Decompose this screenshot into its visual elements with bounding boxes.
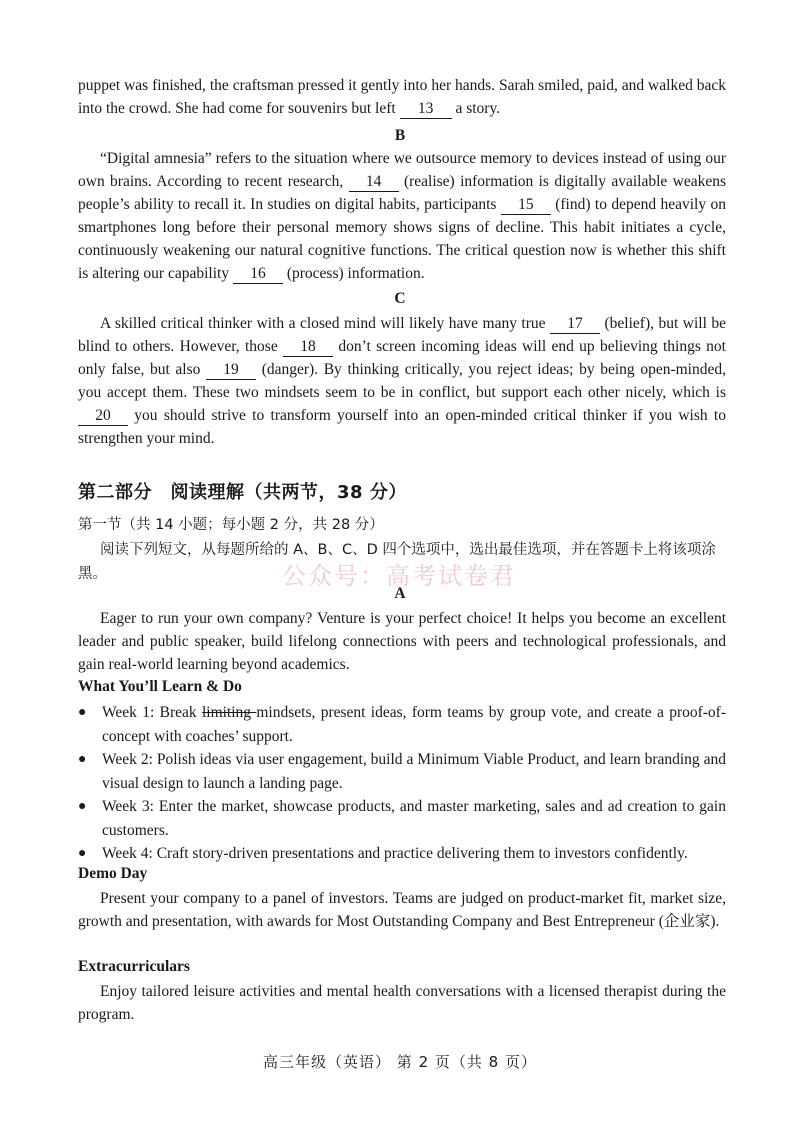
passage-text: (process) information. <box>282 265 425 282</box>
bullet-icon: ● <box>78 752 87 767</box>
struck-text: limiting <box>201 704 257 721</box>
passage-b-label: B <box>394 127 406 144</box>
passage-c <box>78 312 726 450</box>
passage-a-ending <box>78 74 726 120</box>
passage-text: (realise) information is digitally available weakens people’s ability to recall it. In studies on digital habits, participants <box>78 173 726 213</box>
reading-a-intro: Eager to run your own company? Venture is your perfect choice! It helps you become an excellent leader and public speaker, build lifelong connections with peers and technological professionals, and gain real-world learning beyond academics. <box>78 610 726 673</box>
blank-14: 14 <box>349 173 399 192</box>
list-item <box>78 748 726 795</box>
passage-text: puppet was finished, the craftsman pressed it gently into her hands. Sarah smiled, paid, and walked back into the crowd. She had come for souvenirs but left <box>78 77 726 117</box>
demo-day-text: Present your company to a panel of investors. Teams are judged on product-market fit, market size, growth and presentation, with awards for Most Outstanding Company and Best Entrepreneur (企业家). <box>78 890 726 930</box>
reading-a-label: A <box>394 585 406 602</box>
passage-text: “Digital amnesia” refers to the situation where we outsource memory to devices instead of using our own brains. According to recent research, <box>78 150 726 190</box>
passage-text: (find) to depend heavily on smartphones long before their personal memory shows signs of decline. This habit initiates a cycle, continuously weakening our natural cognitive functions. The critical question now is whether this shift is altering our capability <box>78 196 726 282</box>
bullet-icon: ● <box>78 705 87 720</box>
bullet-icon: ● <box>78 799 87 814</box>
blank-16: 16 <box>233 265 283 284</box>
passage-text: you should strive to transform yourself into an open-minded critical thinker if you wish to strengthen your mind. <box>78 407 726 447</box>
demo-day-heading: Demo Day <box>78 865 148 882</box>
blank-13: 13 <box>400 100 452 119</box>
list-item <box>78 795 726 842</box>
reading-instructions: 阅读下列短文，从每题所给的 A、B、C、D 四个选项中，选出最佳选项，并在答题卡上将该项涂黑。 <box>78 542 716 582</box>
week-text: Week 3: Enter the market, showcase products, and master marketing, sales and ad creation to gain customers. <box>102 798 726 839</box>
list-item <box>78 842 726 866</box>
page-footer: 高三年级（英语） 第 2 页（共 8 页） <box>263 1053 537 1071</box>
passage-text: (belief), but will be blind to others. However, those <box>78 315 727 355</box>
passage-text: A skilled critical thinker with a closed mind will likely have many true <box>100 315 551 332</box>
passage-text: (danger). By thinking critically, you reject ideas; by being open-minded, you accept them. These two mindsets seem to be in conflict, but support each other nicely, which is <box>78 361 726 401</box>
extracurriculars-text: Enjoy tailored leisure activities and mental health conversations with a licensed therapist during the program. <box>78 983 726 1023</box>
blank-17: 17 <box>550 315 600 334</box>
week-text: mindsets, present ideas, form teams by group vote, and create a proof-of-concept with coaches’ support. <box>102 704 727 745</box>
blank-18: 18 <box>283 338 333 357</box>
learn-heading: What You’ll Learn & Do <box>78 678 242 695</box>
blank-15: 15 <box>501 196 551 215</box>
blank-20: 20 <box>78 407 128 426</box>
week-text: Week 4: Craft story-driven presentations and practice delivering them to investors confidently. <box>102 845 688 862</box>
part-two-title: 第二部分 阅读理解（共两节，38 分） <box>78 482 407 503</box>
passage-b <box>78 147 726 285</box>
weeks-list <box>78 701 726 866</box>
bullet-icon: ● <box>78 846 87 861</box>
passage-text: a story. <box>451 100 501 117</box>
watermark-text: 公众号：高考试卷君 <box>282 562 516 590</box>
section-one-title: 第一节（共 14 小题；每小题 2 分，共 28 分） <box>78 517 384 533</box>
passage-text: don’t screen incoming ideas will end up believing things not only false, but also <box>78 338 726 378</box>
week-text: Week 2: Polish ideas via user engagement, build a Minimum Viable Product, and learn branding and visual design to launch a landing page. <box>102 751 726 792</box>
list-item <box>78 701 726 748</box>
blank-19: 19 <box>206 361 256 380</box>
extracurriculars-heading: Extracurriculars <box>78 958 190 975</box>
week-text: Week 1: Break <box>102 704 202 721</box>
passage-c-label: C <box>394 290 406 307</box>
